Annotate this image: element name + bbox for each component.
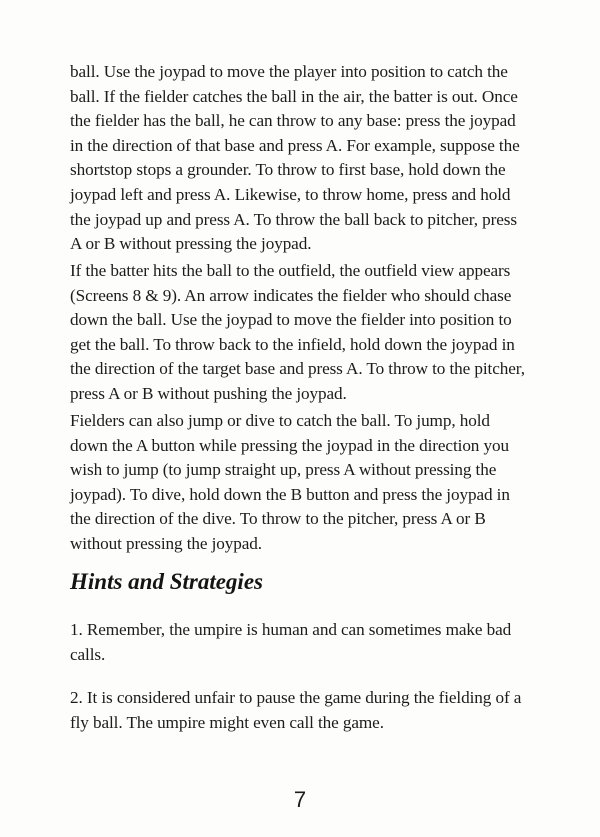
text-line: the direction of the dive. To throw to the pitcher, press A or B [70, 509, 486, 529]
text-line: wish to jump (to jump straight up, press A without pressing the [70, 460, 497, 480]
text-line: fly ball. The umpire might even call the game. [70, 712, 384, 732]
text-line: down the ball. Use the joypad to move the fielder into position to [70, 310, 512, 330]
text-line: A or B without pressing the joypad. [70, 234, 312, 254]
text-line: calls. [70, 644, 106, 664]
text-line: press A or B without pushing the joypad. [70, 383, 347, 403]
text-line: Fielders can also jump or dive to catch the ball. To jump, hold [70, 411, 490, 430]
text-line: joypad). To dive, hold down the B button and press the joypad in [70, 484, 510, 504]
text-line: joypad left and press A. Likewise, to throw home, press and hold [70, 184, 511, 204]
text-line: without pressing the joypad. [70, 533, 262, 553]
text-line: shortstop stops a grounder. To throw to first base, hold down the [70, 160, 506, 180]
text-line: 2. It is considered unfair to pause the game during the fielding of a [70, 688, 522, 707]
section-heading: Hints and Strategies [70, 569, 263, 594]
text-line: ball. Use the joypad to move the player into position to catch the [70, 62, 508, 81]
text-line: the fielder has the ball, he can throw to any base: press the joypad [70, 111, 516, 131]
text-line: (Screens 8 & 9). An arrow indicates the fielder who should chase [70, 285, 512, 305]
outfield-paragraph [70, 259, 590, 407]
text-line: down the A button while pressing the joypad in the direction you [70, 435, 509, 455]
text-line: 1. Remember, the umpire is human and can sometimes make bad [70, 620, 512, 639]
hint-1-paragraph [70, 618, 590, 667]
fielding-paragraph [70, 60, 590, 257]
hint-2-paragraph [70, 686, 590, 735]
text-line: ball. If the fielder catches the ball in the air, the batter is out. Once [70, 86, 518, 106]
page-number: 7 [293, 787, 307, 812]
text-line: the joypad up and press A. To throw the ball back to pitcher, press [70, 209, 517, 229]
text-line: the direction of the target base and press A. To throw to the pitcher, [70, 359, 525, 379]
text-line: If the batter hits the ball to the outfield, the outfield view appears [70, 261, 511, 280]
text-line: get the ball. To throw back to the infield, hold down the joypad in [70, 334, 515, 354]
jump-dive-paragraph [70, 409, 590, 557]
text-line: in the direction of that base and press A. For example, suppose the [70, 135, 520, 155]
